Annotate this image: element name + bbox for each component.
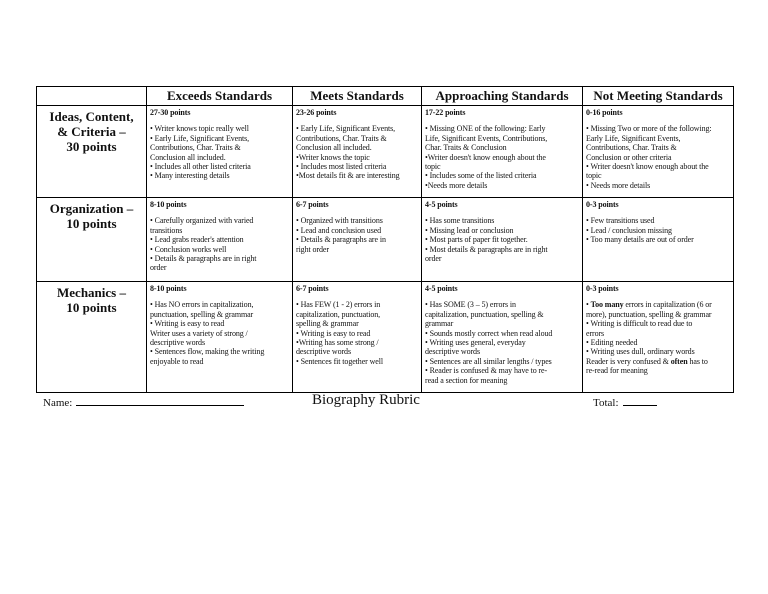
descriptor-line: • Too many details are out of order <box>586 235 694 245</box>
descriptor-line: • Has SOME (3 – 5) errors in <box>425 300 516 310</box>
descriptor-line: • Conclusion works well <box>150 244 227 254</box>
descriptor-line: • Lead grabs reader's attention <box>150 235 244 245</box>
criterion-cell <box>37 106 147 198</box>
descriptor-line: punctuation, spelling & grammar <box>150 309 254 319</box>
rubric-cell-exceeds <box>147 282 293 393</box>
descriptor-line: Writer uses a variety of strong / <box>150 328 248 338</box>
descriptor-line: • Early Life, Significant Events, <box>150 133 250 143</box>
descriptor-line: read a section for meaning <box>425 375 508 385</box>
descriptor-line: • Sentences are all similar lengths / types <box>425 356 552 366</box>
rubric-cell-meets <box>293 282 422 393</box>
descriptor-line: topic <box>425 162 441 172</box>
criterion-label: & Criteria – <box>57 124 126 139</box>
descriptor-line: descriptive words <box>425 347 480 357</box>
descriptor-line: • Lead and conclusion used <box>296 225 382 235</box>
descriptor-line: • Editing needed <box>586 338 638 348</box>
descriptor-line: • Writing uses general, everyday <box>425 338 526 348</box>
descriptor-line: descriptive words <box>150 338 205 348</box>
criterion-label: 10 points <box>66 216 117 231</box>
header-meets: Meets Standards <box>293 87 422 106</box>
descriptor-line: • Missing lead or conclusion <box>425 225 514 235</box>
descriptor-line: descriptive words <box>296 347 351 357</box>
descriptor-line: •Writing has some strong / <box>296 338 379 348</box>
criterion-label: Ideas, Content, <box>49 109 134 124</box>
criterion-label: Mechanics – <box>57 285 126 300</box>
name-label: Name: <box>43 397 73 409</box>
descriptor-line: •Most details fit & are interesting <box>296 171 400 181</box>
rubric-cell-approaching <box>422 198 583 282</box>
criterion-label: 30 points <box>66 139 117 154</box>
descriptor-line: • Needs more details <box>586 180 651 190</box>
descriptor-line: Contributions, Char. Traits & <box>150 143 241 153</box>
points-range: 27-30 points <box>150 108 191 117</box>
points-range: 6-7 points <box>296 200 329 209</box>
emphasis-text: Too many <box>590 300 624 310</box>
rubric-cell-not-meeting <box>583 282 734 393</box>
descriptor-line: right order <box>296 244 329 254</box>
descriptor-line: • Missing Two or more of the following: <box>586 124 712 134</box>
descriptor-line: • Writing uses dull, ordinary words <box>586 347 695 357</box>
header-not-meeting: Not Meeting Standards <box>583 87 734 106</box>
descriptor-line: Conclusion all included. <box>150 152 226 162</box>
descriptor-line: •Needs more details <box>425 180 488 190</box>
criterion-label: 10 points <box>66 300 117 315</box>
descriptor-line: Conclusion all included. <box>296 143 372 153</box>
descriptor-line: grammar <box>425 319 454 329</box>
descriptor-line: • Writer knows topic really well <box>150 124 249 134</box>
descriptor-line: •Writer doesn't know enough about the <box>425 152 546 162</box>
page-title: Biography Rubric <box>312 392 420 408</box>
descriptor-line: capitalization, punctuation, <box>296 309 381 319</box>
header-corner <box>37 87 147 106</box>
descriptor-line: • Has some transitions <box>425 216 495 226</box>
rubric-cell-approaching <box>422 106 583 198</box>
footer <box>0 389 768 413</box>
descriptor-line: Life, Significant Events, Contributions, <box>425 133 548 143</box>
descriptor-line: • Missing ONE of the following: Early <box>425 124 546 134</box>
descriptor-line: Contributions, Char. Traits & <box>586 143 677 153</box>
rubric-cell-exceeds <box>147 106 293 198</box>
descriptor-line: • Carefully organized with varied <box>150 216 254 226</box>
emphasis-text: often <box>670 356 688 366</box>
descriptor-line: Char. Traits & Conclusion <box>425 143 507 153</box>
descriptor-line: topic <box>586 171 602 181</box>
rubric-cell-meets <box>293 198 422 282</box>
descriptor-line: Contributions, Char. Traits & <box>296 133 387 143</box>
criterion-cell <box>37 198 147 282</box>
points-range: 23-26 points <box>296 108 337 117</box>
criterion-cell <box>37 282 147 393</box>
descriptor-line: • Writer doesn't know enough about the <box>586 162 709 172</box>
descriptor-line: Early Life, Significant Events, <box>586 133 681 143</box>
points-range: 0-16 points <box>586 108 623 117</box>
descriptor-line: • Includes most listed criteria <box>296 162 387 172</box>
descriptor-line: • Few transitions used <box>586 216 655 226</box>
total-label: Total: <box>593 397 619 409</box>
descriptor-line: • Details & paragraphs are in right <box>150 254 257 264</box>
descriptor-line: • Details & paragraphs are in <box>296 235 386 245</box>
descriptor-line: •Writer knows the topic <box>296 152 370 162</box>
descriptor-line: • Early Life, Significant Events, <box>296 124 396 134</box>
descriptor-line: more), punctuation, spelling & grammar <box>586 309 712 319</box>
descriptor-line: Conclusion or other criteria <box>586 152 672 162</box>
points-range: 8-10 points <box>150 284 187 293</box>
descriptor-line: • Has FEW (1 - 2) errors in <box>296 300 381 310</box>
descriptor-line: • Includes some of the listed criteria <box>425 171 537 181</box>
header-row <box>37 87 734 106</box>
rubric-table <box>36 86 734 393</box>
descriptor-line: • Writing is difficult to read due to <box>586 319 693 329</box>
header-approaching: Approaching Standards <box>422 87 583 106</box>
rubric-cell-not-meeting <box>583 198 734 282</box>
rubric-row <box>37 198 734 282</box>
descriptor-line: • Reader is confused & may have to re- <box>425 366 548 376</box>
descriptor-line: transitions <box>150 225 183 235</box>
descriptor-line: • Sentences flow, making the writing <box>150 347 265 357</box>
descriptor-line: • Sentences fit together well <box>296 356 383 366</box>
descriptor-line: spelling & grammar <box>296 319 359 329</box>
rubric-row <box>37 282 734 393</box>
rubric-cell-not-meeting <box>583 106 734 198</box>
total-field[interactable] <box>593 396 657 409</box>
points-range: 0-3 points <box>586 200 619 209</box>
descriptor-line: capitalization, punctuation, spelling & <box>425 309 544 319</box>
criterion-label: Organization – <box>49 201 134 216</box>
descriptor-line: order <box>425 254 442 264</box>
descriptor-line: Reader is very confused & often has to <box>586 356 708 366</box>
descriptor-line: • Lead / conclusion missing <box>586 225 672 235</box>
descriptor-line: re-read for meaning <box>586 366 648 376</box>
header-exceeds: Exceeds Standards <box>147 87 293 106</box>
descriptor-line: • Has NO errors in capitalization, <box>150 300 254 310</box>
descriptor-line: errors <box>586 328 605 338</box>
points-range: 4-5 points <box>425 284 458 293</box>
descriptor-line: enjoyable to read <box>150 356 204 366</box>
rubric-row <box>37 106 734 198</box>
rubric-cell-exceeds <box>147 198 293 282</box>
rubric-cell-approaching <box>422 282 583 393</box>
points-range: 17-22 points <box>425 108 466 117</box>
descriptor-line: • Most details & paragraphs are in right <box>425 244 548 254</box>
points-range: 4-5 points <box>425 200 458 209</box>
name-blank[interactable] <box>76 396 244 406</box>
descriptor-line: • Too many errors in capitalization (6 or <box>586 300 712 310</box>
total-blank[interactable] <box>623 396 657 406</box>
descriptor-line: • Many interesting details <box>150 171 230 181</box>
descriptor-line: • Includes all other listed criteria <box>150 162 251 172</box>
rubric-cell-meets <box>293 106 422 198</box>
descriptor-line: • Sounds mostly correct when read aloud <box>425 328 553 338</box>
descriptor-line: • Most parts of paper fit together. <box>425 235 528 245</box>
descriptor-line: • Writing is easy to read <box>296 328 371 338</box>
points-range: 6-7 points <box>296 284 329 293</box>
points-range: 8-10 points <box>150 200 187 209</box>
descriptor-line: order <box>150 263 167 273</box>
descriptor-line: • Organized with transitions <box>296 216 383 226</box>
name-field[interactable] <box>43 396 244 409</box>
points-range: 0-3 points <box>586 284 619 293</box>
descriptor-line: • Writing is easy to read <box>150 319 225 329</box>
